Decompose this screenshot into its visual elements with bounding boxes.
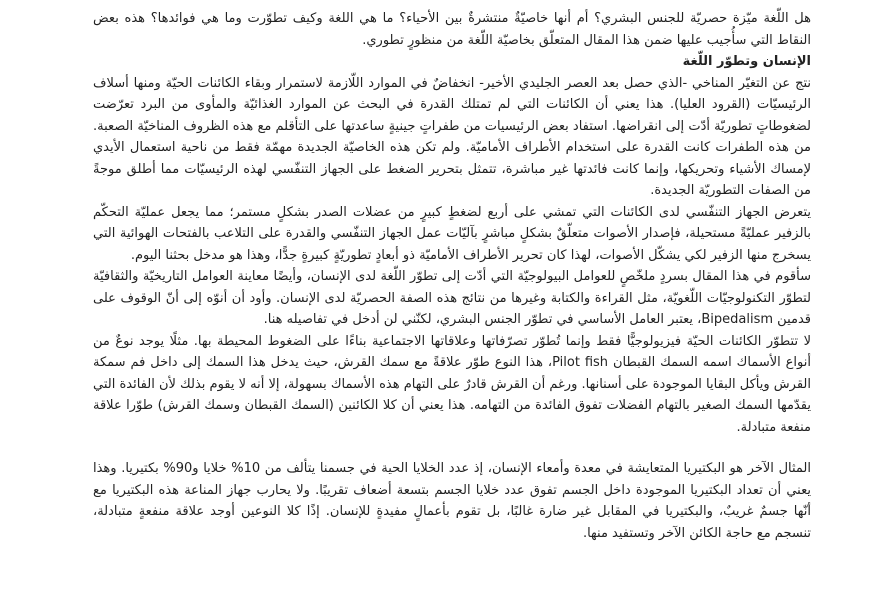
paragraph-bacteria: المثال الآخر هو البكتيريا المتعايشة في معدة وأمعاء الإنسان، إذ عدد الخلايا الحية في جسمنا يتألف من 10% خلايا و90% بكتيريا. وهذا يعني أن تعداد البكتيريا الموجودة داخل الجسم تفوق عدد خلايا الجسم بتسعة أضعاف تقريبًا. ولا يحارب جهاز المناعة هذه البكتيريا مع أنّها جسمٌ غريبٌ، والبكتيريا في المقابل غير ضارة غالبًا، بل تقوم بأعمالٍ مفيدةٍ للإنسان. إذًا كلا النوعين أوجد علاقة منفعةٍ متبادلة، تنسجم مع حاجة الكائن الآخر وتستفيد منها.: [93, 461, 811, 541]
paragraph-respiratory: يتعرض الجهاز التنفّسي لدى الكائنات التي تمشي على أربع لضغطٍ كبيرٍ من عضلات الصدر بشكلٍ مستمر؛ مما يجعل عمليّة التحكّم بالزفير عمليّةً مستحيلة، فإصدار الأصوات متعلّقٌ بشكلٍ مباشرٍ بآليّات عمل الجهاز التنفّسي والقدرة على التلاعب بالفتحات الهوائية التي يسخرج منها الزفير لكي يشكّل الأصوات، لهذا كان تحرير الأطراف الأماميّة ذو أبعادٍ تطوريّةٍ كبيرةٍ جدًّا، وهذا هو مدخل بحثنا اليوم.: [93, 204, 811, 263]
article-body: [93, 8, 811, 544]
section-heading: الإنسان وتطوّر اللّغة: [682, 54, 811, 69]
paragraph-article-scope: سأقوم في هذا المقال بسردٍ ملخّصٍ للعوامل البيولوجيّة التي أدّت إلى تطوّر اللّغة لدى الإنسان، وأيضًا معاينة العوامل التاريخيّة والثقافيّة لتطوّر التكنولوجيّات اللّغويّة، مثل القراءة والكتابة وغيرها من نتائج هذه الصفة الحصريّة لدى الإنسان. وأود أن أنوّه إلى أنّ الوقوف على قدمين Bipedalism، يعتبر العامل الأساسي في تطوّر الجنس البشري، لكنّني لن أدخل في تفاصيله هنا.: [93, 269, 811, 327]
paragraph-gap: [93, 438, 811, 458]
paragraph-pilot-fish: لا تتطوّر الكائنات الحيّة فيزيولوجيًّا فقط وإنما تُطوّر تصرّفاتها وعلاقاتها الاجتماعية بناءًا على الضغوط المحيطة بها. مثلًا يوجد نوعٌ من أنواع الأسماك اسمه السمك القبطان Pilot fish، هذا النوع طوّر علاقةً مع سمك القرش، حيث يدخل هذا السمك إلى داخل فم سمكة القرش ويأكل البقايا الموجودة على أسنانها. ورغم أن القرش قادرٌ على التهام هذه الأسماك بسهولة، إلا أنه لا يقوم بذلك لأن الفائدة التي يقدّمها السمك الصغير بالتهام الفضلات تفوق الفائدة من التهامه. هذا يعني أن كلا الكائنين (السمك القبطان وسمك القرش) طوّرا علاقة منفعة متبادلة.: [92, 333, 811, 435]
article-intro: هل اللّغة ميّزة حصريّة للجنس البشري؟ أم أنها خاصيّةٌ منتشرةٌ بين الأحياء؟ ما هي اللغة وكيف تطوّرت وما هي فوائدها؟ هذه بعض النقاط التي سأُجيب عليها ضمن هذا المقال المتعلّق بخاصيّة اللّغة من منظورٍ تطوري.: [93, 11, 811, 48]
paragraph-climate: نتج عن التغيّر المناخي -الذي حصل بعد العصر الجليدي الأخير- انخفاضٌ في الموارد اللّازمة لاستمرار وبقاء الكائنات الحيّة ومنها أسلاف الرئيسيّات (القرود العليا). هذا يعني أن الكائنات التي لم تمتلك القدرة في البحث عن الموارد الغذائيّة والمأوى من البرد تعرّضت لضغوطاتٍ تطوريّة أدّت إلى انقراضها. استفاد بعض الرئيسيات من طفراتٍ جينيةٍ ساعدتها على التأقلم مع هذه الظروف المناخيّة الصعبة. من هذه الطفرات كانت القدرة على استخدام الأطراف الأماميّة. ولم تكن هذه الخاصيّة الجديدة مهمّة فقط من ناحية استعمال الأيدي لإمساك الأشياء وتحريكها، وإنما كانت فائدتها غير مباشرة، تتمثل بتحرير الضغط على الجهاز التنفّسي لهذه الرئيسيّات مما أطلق موجةً من الصفات التطوريّة الجديدة.: [93, 75, 811, 198]
